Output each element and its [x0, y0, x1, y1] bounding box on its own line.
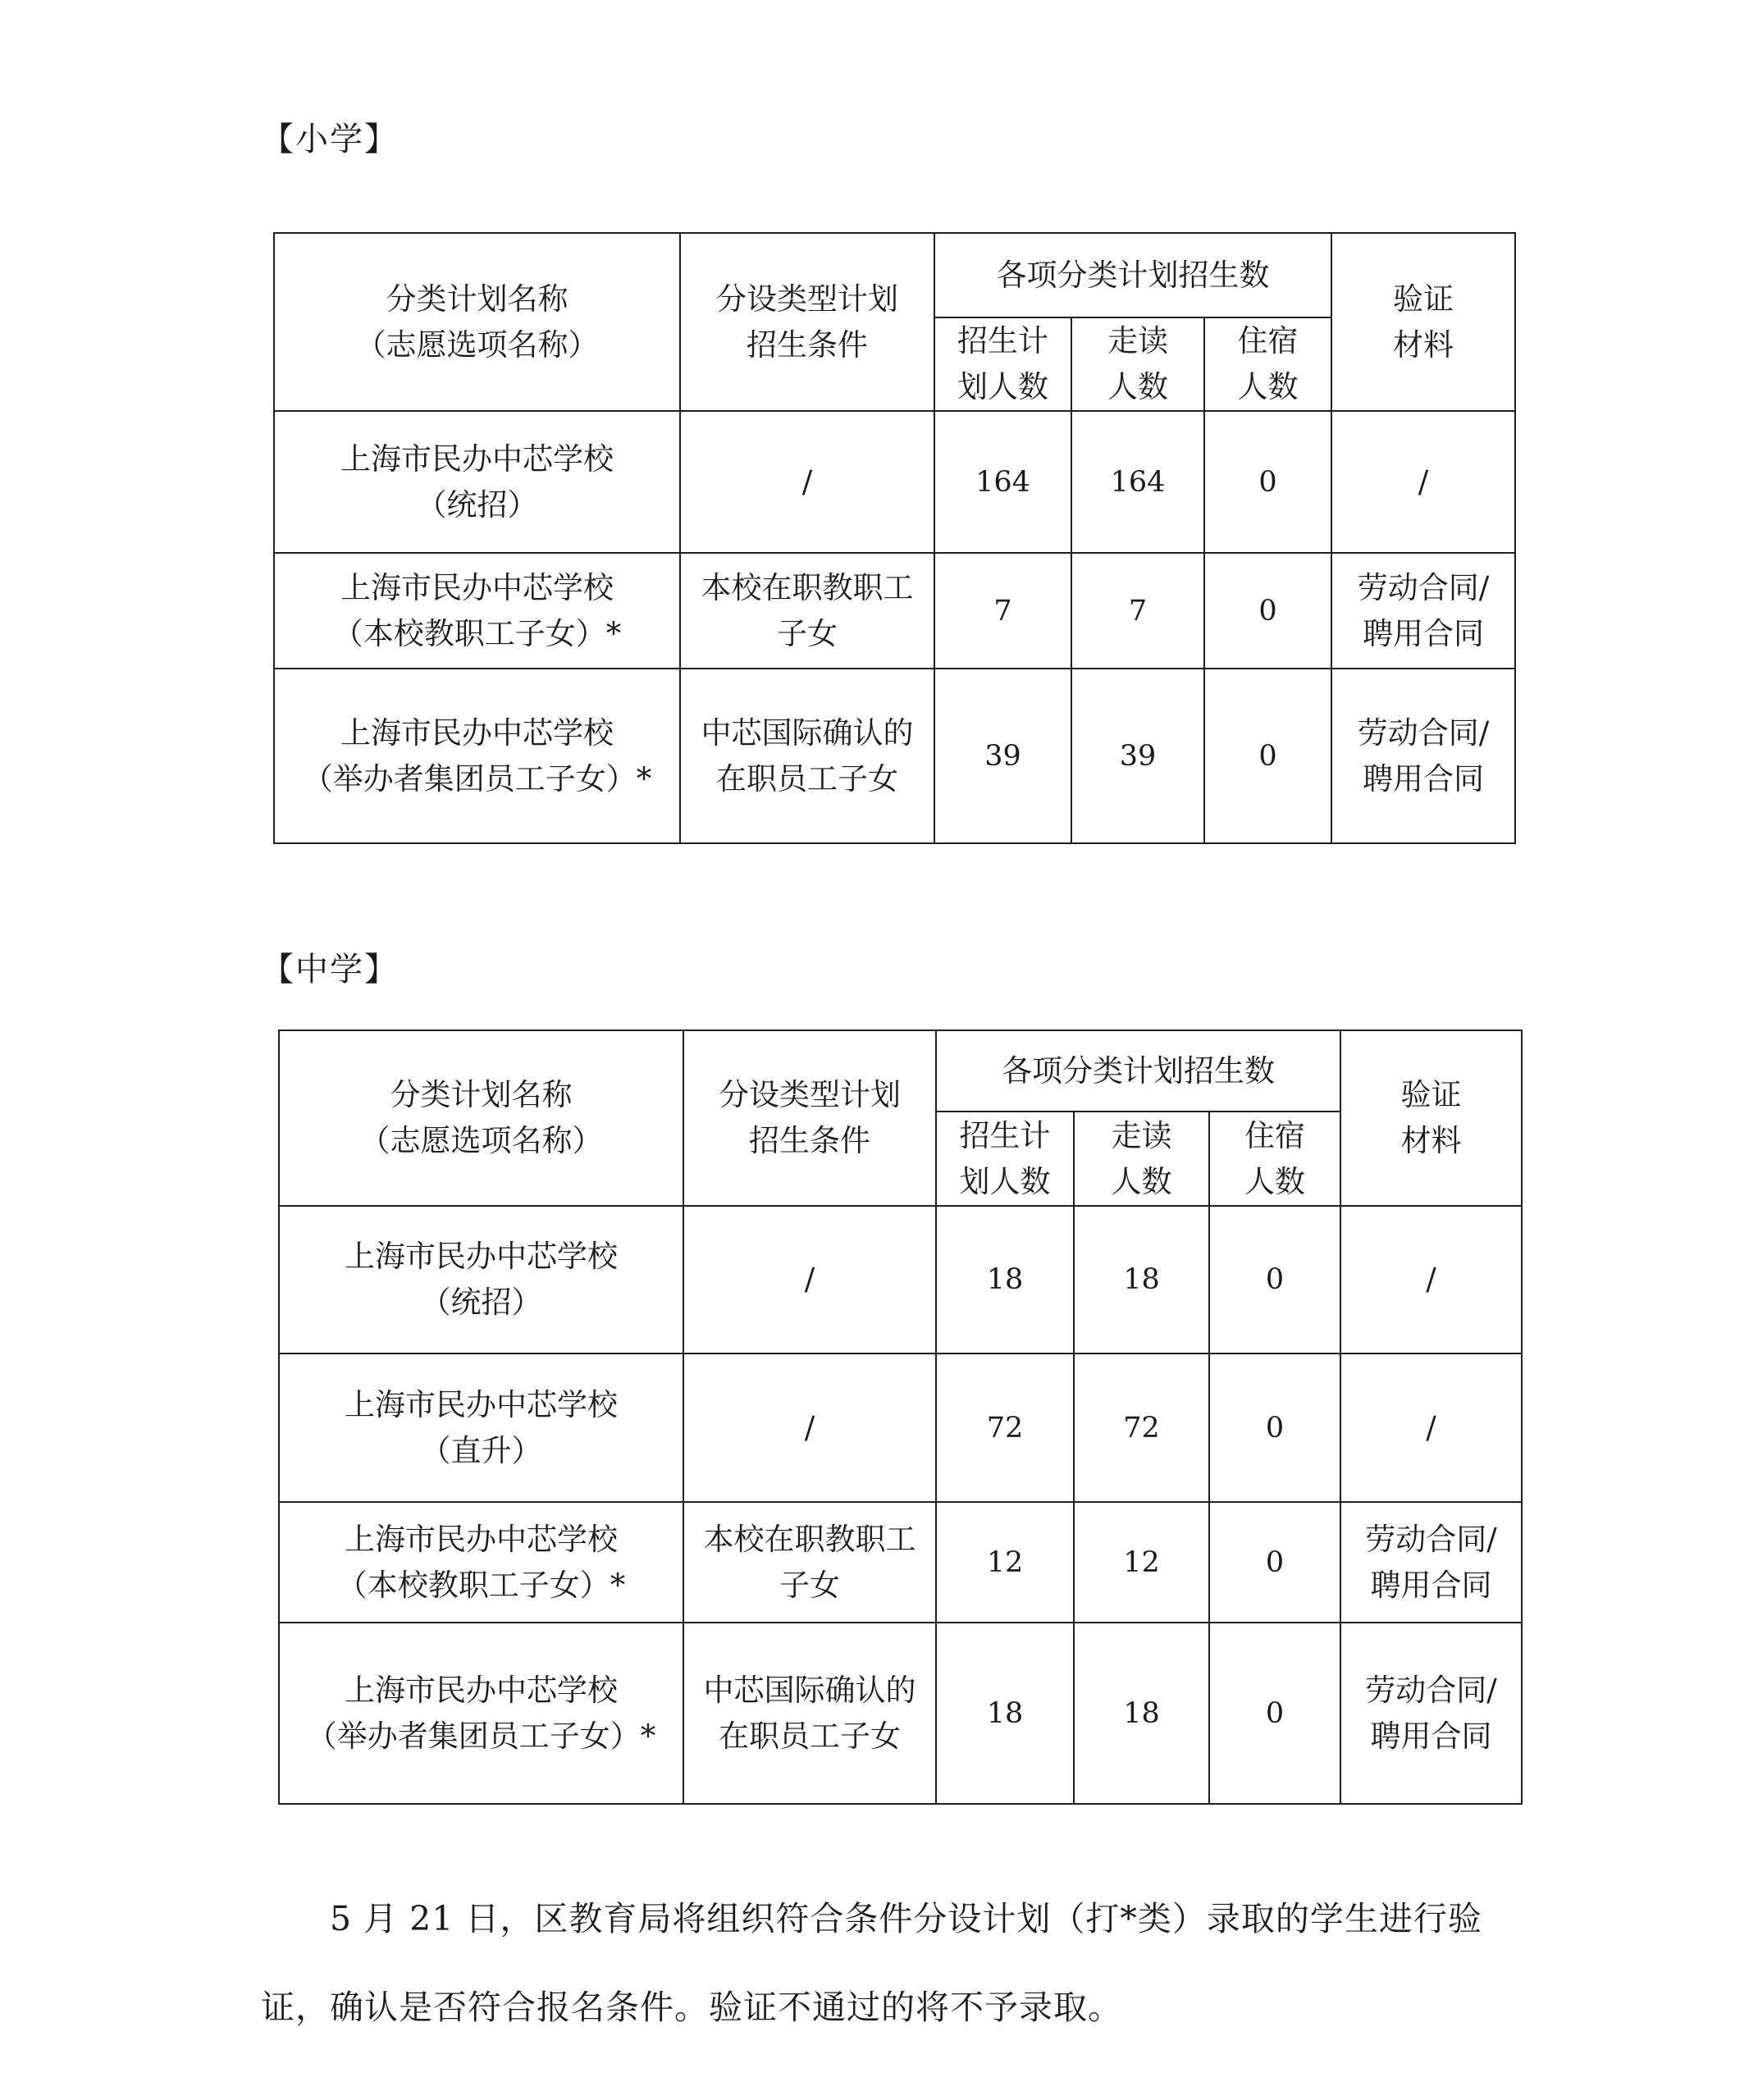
cell-text-line: /: [804, 1409, 815, 1445]
cell-text-line: 上海市民办中芯学校: [345, 1386, 618, 1422]
verification-note: 5 月 21 日，区教育局将组织符合条件分设计划（打*类）录取的学生进行验证，确认是否符合报名条件。验证不通过的将不予录取。: [261, 1899, 1482, 2027]
table-row: [274, 553, 1515, 669]
cell-text-line: 人数: [1244, 1163, 1306, 1199]
header-plan-count: [936, 1112, 1074, 1206]
cell-boarding-count: 0: [1209, 1354, 1340, 1502]
header-day-count: [1074, 1112, 1209, 1206]
cell-verify-material: [1340, 1354, 1522, 1502]
cell-text-line: 分类计划名称: [386, 281, 568, 317]
cell-text-line: （本校教职工子女）*: [332, 615, 622, 651]
cell-text-line: 招生计: [959, 1117, 1051, 1153]
cell-text-line: （志愿选项名称）: [355, 326, 599, 363]
cell-text-line: 招生条件: [749, 1123, 870, 1158]
cell-text-line: 本校在职教职工: [701, 569, 914, 605]
cell-text-line: /: [1418, 463, 1429, 500]
cell-plan-count: 39: [934, 669, 1071, 843]
cell-boarding-count: 0: [1204, 669, 1331, 843]
cell-condition: [683, 1354, 936, 1502]
cell-boarding-count: 0: [1209, 1206, 1340, 1354]
cell-text-line: 分设类型计划: [719, 1077, 901, 1112]
cell-text-line: 聘用合同: [1363, 615, 1485, 651]
cell-text-line: 住宿: [1244, 1117, 1306, 1153]
cell-text-line: 住宿: [1237, 323, 1299, 358]
cell-text-line: 劳动合同/: [1365, 1521, 1497, 1557]
cell-verify-material: [1340, 1206, 1522, 1354]
cell-plan-name: [279, 1623, 683, 1804]
header-boarding-count: [1209, 1112, 1340, 1206]
cell-plan-name: [274, 411, 680, 553]
cell-text-line: 聘用合同: [1370, 1567, 1492, 1603]
cell-text-line: 聘用合同: [1363, 760, 1485, 797]
cell-verify-material: [1331, 411, 1515, 553]
cell-day-count: 12: [1074, 1502, 1209, 1623]
cell-text-line: 验证: [1400, 1077, 1462, 1112]
cell-plan-count: 7: [934, 553, 1071, 669]
cell-text-line: 中芯国际确认的: [701, 714, 914, 751]
header-plan-count: [934, 317, 1071, 411]
cell-text-line: 招生计: [957, 323, 1048, 358]
cell-day-count: 164: [1071, 411, 1204, 553]
header-enrollment-group: 各项分类计划招生数: [936, 1030, 1340, 1112]
cell-plan-count: 18: [936, 1206, 1074, 1354]
header-verify-material: [1340, 1030, 1522, 1206]
cell-text-line: 本校在职教职工: [703, 1521, 916, 1557]
header-verify-material: [1331, 233, 1515, 411]
cell-condition: [680, 553, 934, 669]
cell-text-line: 人数: [1237, 369, 1299, 404]
cell-text-line: 人数: [1111, 1163, 1172, 1199]
cell-condition: [680, 411, 934, 553]
cell-plan-count: 12: [936, 1502, 1074, 1623]
cell-text-line: /: [801, 463, 813, 500]
header-day-count: [1071, 317, 1204, 411]
cell-text-line: 上海市民办中芯学校: [340, 714, 614, 751]
cell-plan-count: 72: [936, 1354, 1074, 1502]
cell-text-line: 上海市民办中芯学校: [340, 569, 614, 605]
cell-text-line: 劳动合同/: [1357, 714, 1490, 751]
cell-text-line: 上海市民办中芯学校: [345, 1672, 618, 1708]
cell-text-line: （举办者集团员工子女）*: [302, 760, 652, 797]
cell-day-count: 72: [1074, 1354, 1209, 1502]
cell-verify-material: [1340, 1502, 1522, 1623]
cell-condition: [683, 1206, 936, 1354]
cell-plan-count: 18: [936, 1623, 1074, 1804]
middle-enrollment-table: [278, 1029, 1523, 1805]
cell-plan-count: 164: [934, 411, 1071, 553]
cell-text-line: （统招）: [416, 486, 538, 523]
table-row: [279, 1354, 1522, 1502]
header-enrollment-group: 各项分类计划招生数: [934, 233, 1331, 317]
header-condition: [680, 233, 934, 411]
primary-section-title: 【小学】: [261, 121, 399, 158]
cell-text-line: 材料: [1400, 1123, 1462, 1158]
header-condition: [683, 1030, 936, 1206]
cell-day-count: 7: [1071, 553, 1204, 669]
cell-text-line: （举办者集团员工子女）*: [306, 1718, 656, 1754]
table-row: [279, 1502, 1522, 1623]
cell-text-line: （直升）: [420, 1432, 542, 1468]
cell-day-count: 18: [1074, 1623, 1209, 1804]
cell-text-line: 分设类型计划: [716, 281, 898, 317]
cell-day-count: 18: [1074, 1206, 1209, 1354]
cell-text-line: 子女: [777, 615, 838, 651]
cell-text-line: 人数: [1107, 369, 1168, 404]
header-plan-name: [279, 1030, 683, 1206]
table-row: [279, 1206, 1522, 1354]
cell-text-line: 走读: [1107, 323, 1168, 358]
cell-plan-name: [279, 1206, 683, 1354]
cell-text-line: 上海市民办中芯学校: [345, 1521, 618, 1557]
table-row: [274, 669, 1515, 843]
cell-text-line: 子女: [779, 1567, 840, 1603]
cell-plan-name: [279, 1502, 683, 1623]
cell-text-line: 划人数: [957, 369, 1048, 404]
middle-section-title: 【中学】: [261, 951, 399, 988]
cell-text-line: 走读: [1111, 1117, 1172, 1153]
header-plan-name: [274, 233, 680, 411]
cell-text-line: 分类计划名称: [390, 1077, 573, 1112]
cell-condition: [683, 1623, 936, 1804]
cell-condition: [680, 669, 934, 843]
cell-text-line: /: [1426, 1262, 1436, 1297]
cell-text-line: 划人数: [959, 1163, 1051, 1199]
cell-boarding-count: 0: [1209, 1623, 1340, 1804]
cell-text-line: （本校教职工子女）*: [336, 1567, 626, 1603]
cell-verify-material: [1331, 669, 1515, 843]
cell-day-count: 39: [1071, 669, 1204, 843]
cell-plan-name: [279, 1354, 683, 1502]
cell-text-line: 在职员工子女: [716, 760, 898, 797]
cell-text-line: 上海市民办中芯学校: [340, 441, 614, 477]
cell-verify-material: [1331, 553, 1515, 669]
cell-text-line: 劳动合同/: [1365, 1672, 1497, 1708]
cell-plan-name: [274, 669, 680, 843]
cell-boarding-count: 0: [1204, 411, 1331, 553]
cell-text-line: 聘用合同: [1370, 1718, 1492, 1754]
cell-boarding-count: 0: [1204, 553, 1331, 669]
cell-text-line: 上海市民办中芯学校: [345, 1239, 618, 1274]
header-boarding-count: [1204, 317, 1331, 411]
cell-text-line: 中芯国际确认的: [703, 1672, 916, 1708]
table-row: [274, 411, 1515, 553]
cell-text-line: 验证: [1393, 281, 1454, 317]
cell-text-line: 在职员工子女: [719, 1718, 901, 1754]
cell-plan-name: [274, 553, 680, 669]
cell-text-line: （志愿选项名称）: [359, 1123, 603, 1158]
primary-enrollment-table: [273, 232, 1516, 844]
cell-text-line: /: [804, 1262, 815, 1297]
cell-text-line: 劳动合同/: [1357, 569, 1490, 605]
table-row: [279, 1623, 1522, 1804]
cell-text-line: 招生条件: [747, 326, 868, 363]
cell-boarding-count: 0: [1209, 1502, 1340, 1623]
cell-condition: [683, 1502, 936, 1623]
cell-verify-material: [1340, 1623, 1522, 1804]
cell-text-line: 材料: [1393, 326, 1454, 363]
cell-text-line: （统招）: [420, 1285, 542, 1320]
cell-text-line: /: [1426, 1409, 1436, 1445]
